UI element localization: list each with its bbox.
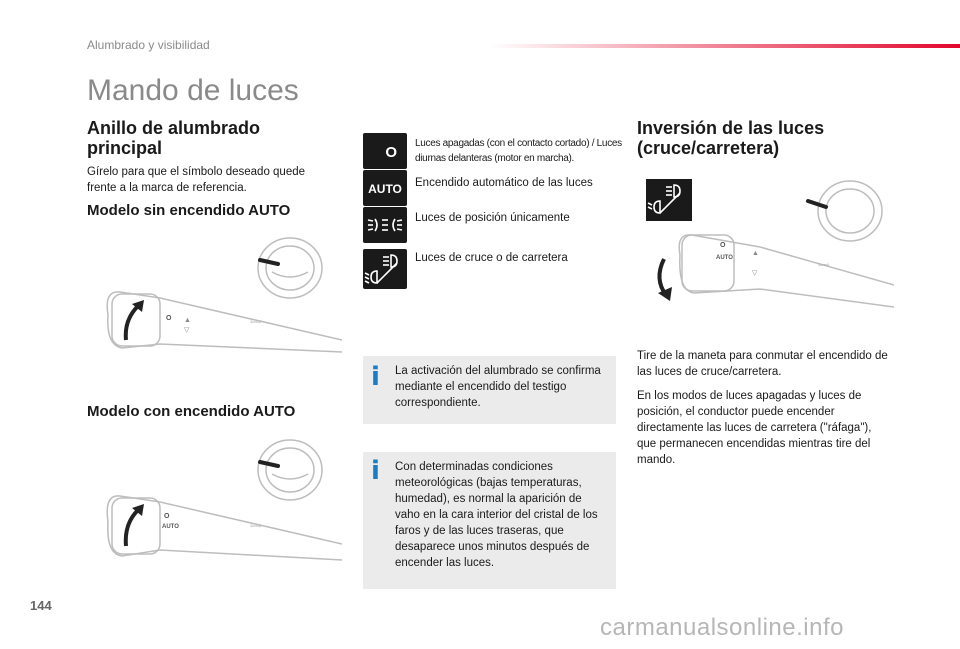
- info-box-condensation: [363, 452, 616, 589]
- beam-switch-text-1: Tire de la maneta para conmutar el encendido de las luces de cruce/carretera.: [637, 350, 888, 378]
- beam-switch-text-2: En los modos de luces apagadas y luces de posición, el conductor puede encender directamente las luces de carretera ("ráfaga"), que permanecen encendidas mientras tire del mando.: [637, 390, 872, 466]
- off-o-icon: [363, 133, 407, 169]
- stalk-auto-label: AUTO: [716, 255, 733, 261]
- svg-text:▽: ▽: [184, 327, 190, 334]
- page-number: 144: [30, 598, 52, 613]
- model-auto-heading: Modelo con encendido AUTO: [87, 403, 296, 420]
- position-lights-icon: [363, 207, 407, 243]
- header-accent-line: [490, 44, 960, 48]
- svg-text:O: O: [385, 144, 397, 161]
- stalk-auto-label: AUTO: [162, 524, 179, 530]
- stalk-wipe-label: ⇦⇨: [250, 523, 262, 530]
- info-icon: i: [371, 362, 380, 392]
- watermark: carmanualsonline.info: [600, 614, 844, 641]
- svg-text:▲: ▲: [752, 250, 759, 257]
- model-no-auto-heading: Modelo sin encendido AUTO: [87, 202, 291, 219]
- stalk-illustration-no-auto: [100, 230, 342, 360]
- dipped-main-beam-icon: [363, 249, 407, 289]
- section-label: Alumbrado y visibilidad: [87, 38, 210, 52]
- stalk-illustration-beam: [640, 175, 894, 315]
- svg-text:AUTO: AUTO: [368, 182, 402, 196]
- ring-description: Gírelo para que el símbolo deseado quede frente a la marca de referencia.: [87, 166, 306, 194]
- icon-label-off: Luces apagadas (con el contacto cortado) / Luces diurnas delanteras (motor en marcha).: [415, 138, 622, 164]
- info-text-activation: La activación del alumbrado se confirma mediante el encendido del testigo correspondiente.: [395, 365, 601, 409]
- svg-text:▽: ▽: [752, 270, 758, 277]
- beam-switch-heading: Inversión de las luces (cruce/carretera): [637, 118, 825, 158]
- icon-label-beam: Luces de cruce o de carretera: [415, 252, 568, 264]
- stalk-off-label: O: [720, 242, 726, 249]
- stalk-off-label: O: [166, 315, 172, 322]
- page-title: Mando de luces: [87, 74, 299, 107]
- svg-text:▲: ▲: [184, 317, 191, 324]
- icon-label-position: Luces de posición únicamente: [415, 212, 570, 224]
- info-box-activation: [363, 356, 616, 424]
- stalk-wipe-label: ⇦⇨: [250, 319, 262, 326]
- stalk-off-label: O: [164, 513, 170, 520]
- auto-icon: [363, 170, 407, 206]
- stalk-wipe-label: ⇦⇨: [818, 262, 830, 269]
- info-icon: i: [371, 456, 380, 486]
- info-text-condensation: Con determinadas condiciones meteorológicas (bajas temperaturas, humedad), es normal la aparición de vaho en la cara interior del cristal de los faros y de las luces traseras, que desaparece unos minutos después de encender las luces.: [395, 461, 598, 569]
- stalk-illustration-auto: [100, 432, 342, 566]
- ring-heading: Anillo de alumbrado principal: [87, 118, 261, 158]
- icon-label-auto: Encendido automático de las luces: [415, 177, 593, 189]
